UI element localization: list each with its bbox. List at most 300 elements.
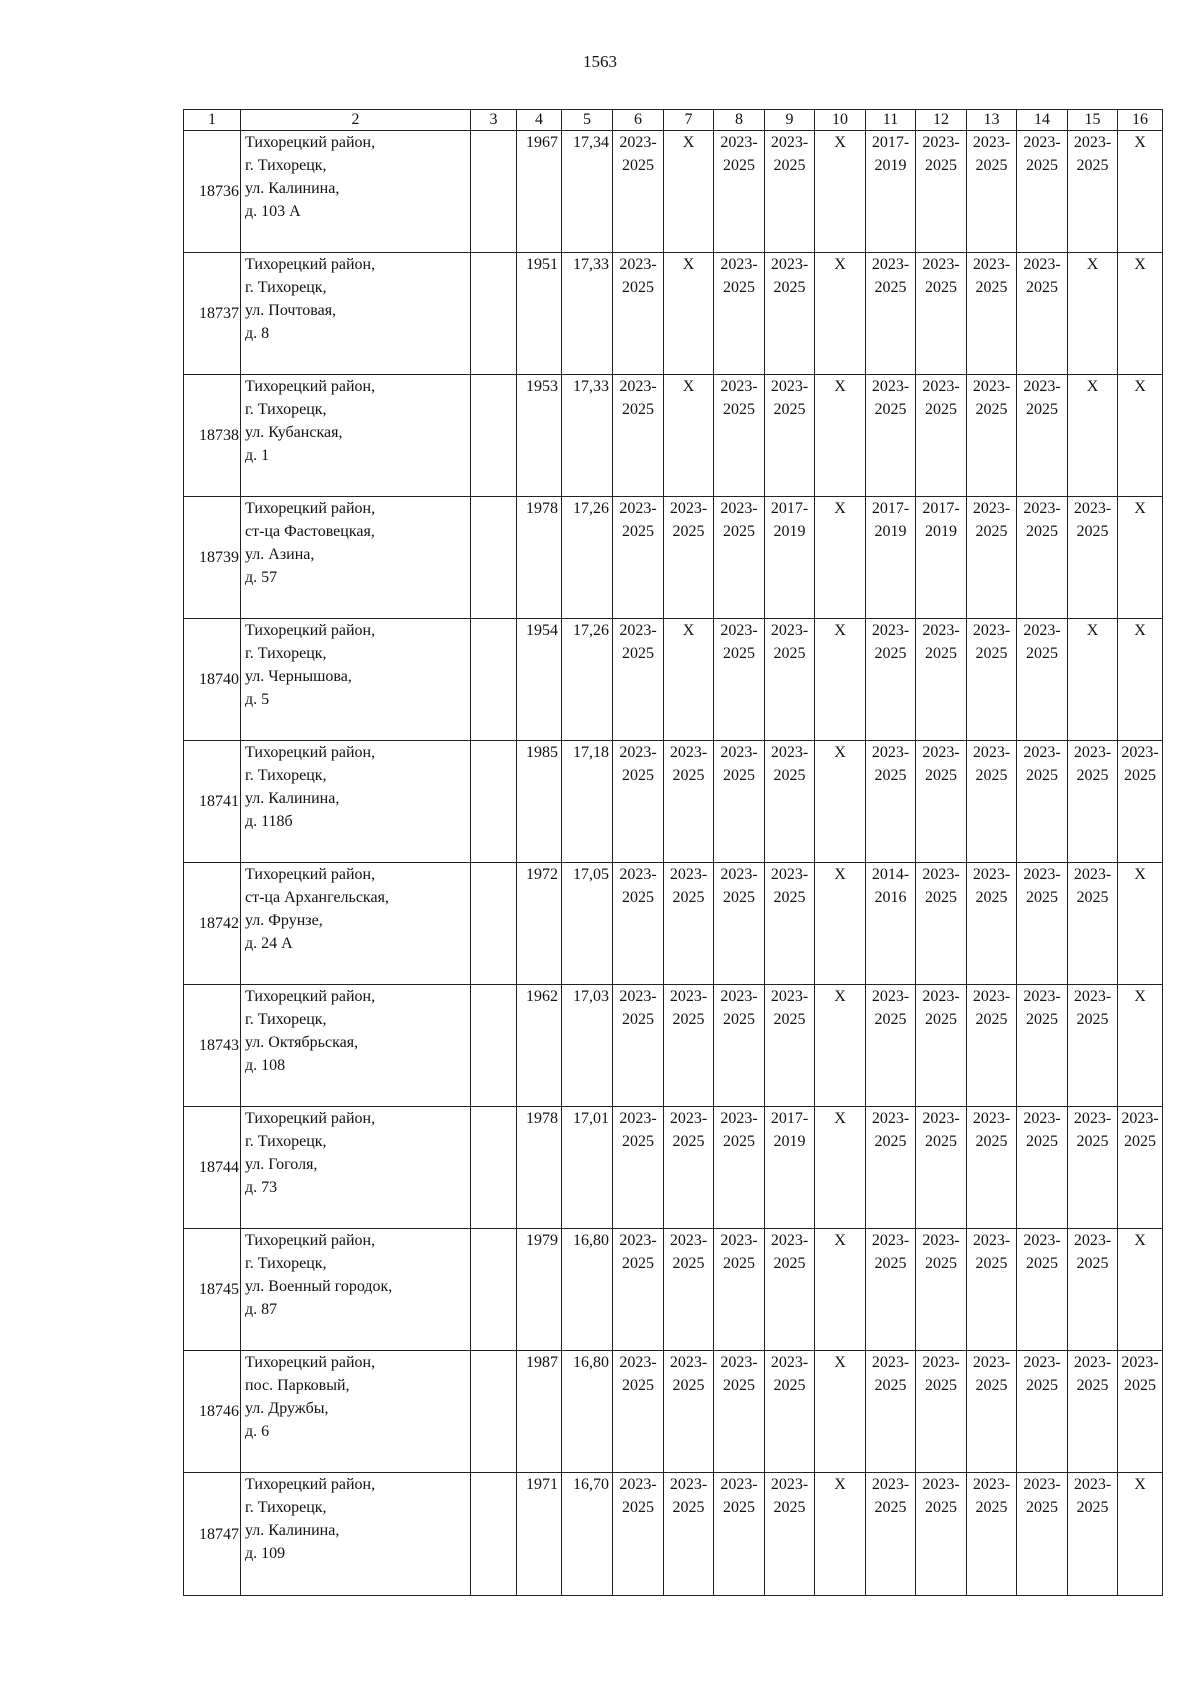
period-text: 2023- 2025 bbox=[1023, 256, 1061, 296]
address-line: ул. Почтовая, bbox=[245, 302, 337, 319]
column-header-3: 3 bbox=[471, 110, 517, 131]
table-row bbox=[184, 985, 1163, 1107]
period-cell-col-13 bbox=[967, 375, 1017, 497]
period-cell-col-8 bbox=[714, 741, 765, 863]
period-text: 2023- 2025 bbox=[669, 1110, 708, 1150]
period-cell-col-10 bbox=[815, 131, 866, 253]
period-cell-col-12 bbox=[916, 1107, 967, 1229]
period-text: 2023- 2025 bbox=[1023, 378, 1061, 418]
period-text: 2023- 2025 bbox=[1073, 1110, 1112, 1150]
period-text: 2023- 2025 bbox=[1121, 1354, 1159, 1394]
address-line: г. Тихорецк, bbox=[245, 401, 327, 418]
period-cell-col-6 bbox=[613, 1351, 664, 1473]
column-3-cell bbox=[471, 985, 517, 1107]
period-cell-col-11 bbox=[866, 1229, 916, 1351]
period-text: 2023- 2025 bbox=[619, 988, 657, 1028]
period-text: X bbox=[834, 500, 846, 517]
period-cell-col-15 bbox=[1068, 131, 1118, 253]
year-cell: 1978 bbox=[517, 497, 562, 619]
address-line: Тихорецкий район, bbox=[245, 1110, 376, 1127]
row-id-cell: 18742 bbox=[184, 863, 241, 985]
period-cell-col-11 bbox=[866, 1473, 916, 1596]
period-text: 2023- 2025 bbox=[922, 622, 960, 662]
table-row bbox=[184, 1351, 1163, 1473]
address-line: д. 103 А bbox=[245, 203, 301, 220]
period-text: 2023- 2025 bbox=[720, 622, 758, 662]
address-line: г. Тихорецк, bbox=[245, 645, 327, 662]
column-3-cell bbox=[471, 131, 517, 253]
period-cell-col-15 bbox=[1068, 375, 1118, 497]
period-text: 2023- 2025 bbox=[922, 134, 960, 174]
period-cell-col-6 bbox=[613, 741, 664, 863]
period-text: 2023- 2025 bbox=[770, 744, 809, 784]
period-text: X bbox=[1134, 1232, 1146, 1249]
period-text: 2023- 2025 bbox=[922, 256, 960, 296]
period-cell-col-12 bbox=[916, 1473, 967, 1596]
year-cell: 1954 bbox=[517, 619, 562, 741]
period-cell-col-14 bbox=[1017, 1107, 1068, 1229]
column-3-cell bbox=[471, 1351, 517, 1473]
column-header-1: 1 bbox=[184, 110, 241, 131]
period-cell-col-11 bbox=[866, 985, 916, 1107]
period-cell-col-12 bbox=[916, 1229, 967, 1351]
period-cell-col-8 bbox=[714, 619, 765, 741]
address-cell bbox=[241, 619, 471, 741]
period-text: 2023- 2025 bbox=[619, 622, 657, 662]
period-cell-col-11 bbox=[866, 619, 916, 741]
period-cell-col-12 bbox=[916, 863, 967, 985]
period-cell-col-8 bbox=[714, 863, 765, 985]
address-cell bbox=[241, 1351, 471, 1473]
period-text: 2023- 2025 bbox=[871, 1354, 910, 1394]
period-cell-col-6 bbox=[613, 863, 664, 985]
period-cell-col-7 bbox=[664, 1473, 714, 1596]
period-text: 2023- 2025 bbox=[922, 378, 960, 418]
column-header-13: 13 bbox=[967, 110, 1017, 131]
period-cell-col-8 bbox=[714, 1351, 765, 1473]
period-cell-col-11 bbox=[866, 497, 916, 619]
period-text: 2023- 2025 bbox=[770, 256, 809, 296]
address-line: д. 87 bbox=[245, 1301, 278, 1318]
address-line: Тихорецкий район, bbox=[245, 622, 376, 639]
address-line: ул. Азина, bbox=[245, 546, 315, 563]
period-text: 2023- 2025 bbox=[720, 1232, 758, 1272]
period-cell-col-6 bbox=[613, 253, 664, 375]
column-header-7: 7 bbox=[664, 110, 714, 131]
address-line: Тихорецкий район, bbox=[245, 744, 376, 761]
period-text: 2023- 2025 bbox=[871, 378, 910, 418]
table-row bbox=[184, 131, 1163, 253]
address-line: ул. Военный городок, bbox=[245, 1278, 393, 1295]
period-text: X bbox=[682, 378, 695, 395]
period-cell-col-12 bbox=[916, 375, 967, 497]
address-cell bbox=[241, 375, 471, 497]
period-text: 2023- 2025 bbox=[972, 500, 1011, 540]
period-text: 2023- 2025 bbox=[922, 1232, 960, 1272]
period-cell-col-9 bbox=[765, 619, 815, 741]
period-text: X bbox=[834, 256, 846, 273]
period-text: 2023- 2025 bbox=[922, 866, 960, 906]
period-cell-col-11 bbox=[866, 253, 916, 375]
period-cell-col-7 bbox=[664, 741, 714, 863]
period-cell-col-9 bbox=[765, 1351, 815, 1473]
period-text: 2023- 2025 bbox=[1023, 866, 1061, 906]
period-cell-col-11 bbox=[866, 1107, 916, 1229]
period-cell-col-10 bbox=[815, 985, 866, 1107]
period-text: 2023- 2025 bbox=[720, 866, 758, 906]
period-text: X bbox=[834, 744, 846, 761]
period-cell-col-15 bbox=[1068, 985, 1118, 1107]
row-id-cell: 18737 bbox=[184, 253, 241, 375]
period-text: X bbox=[1134, 256, 1146, 273]
period-text: 2023- 2025 bbox=[871, 744, 910, 784]
row-id-cell: 18738 bbox=[184, 375, 241, 497]
period-text: 2023- 2025 bbox=[770, 1476, 809, 1516]
value-cell: 16,70 bbox=[562, 1473, 613, 1596]
period-text: 2023- 2025 bbox=[720, 1110, 758, 1150]
period-text: 2023- 2025 bbox=[972, 744, 1011, 784]
period-text: X bbox=[1134, 1476, 1146, 1493]
period-text: 2023- 2025 bbox=[972, 256, 1011, 296]
address-cell bbox=[241, 863, 471, 985]
period-text: X bbox=[834, 134, 846, 151]
period-cell-col-16 bbox=[1118, 1351, 1163, 1473]
column-3-cell bbox=[471, 253, 517, 375]
period-cell-col-11 bbox=[866, 375, 916, 497]
column-header-14: 14 bbox=[1017, 110, 1068, 131]
period-text: 2023- 2025 bbox=[1073, 988, 1112, 1028]
address-line: Тихорецкий район, bbox=[245, 500, 376, 517]
period-cell-col-10 bbox=[815, 741, 866, 863]
period-cell-col-16 bbox=[1118, 253, 1163, 375]
period-text: 2023- 2025 bbox=[871, 1476, 910, 1516]
period-cell-col-13 bbox=[967, 985, 1017, 1107]
period-text: 2023- 2025 bbox=[972, 134, 1011, 174]
period-cell-col-15 bbox=[1068, 741, 1118, 863]
period-text: 2023- 2025 bbox=[922, 988, 960, 1028]
period-text: 2023- 2025 bbox=[1023, 1232, 1061, 1272]
address-line: д. 24 А bbox=[245, 935, 293, 952]
period-text: 2023- 2025 bbox=[972, 1476, 1011, 1516]
period-text: 2023- 2025 bbox=[972, 866, 1011, 906]
address-line: Тихорецкий район, bbox=[245, 134, 376, 151]
period-cell-col-15 bbox=[1068, 497, 1118, 619]
year-cell: 1978 bbox=[517, 1107, 562, 1229]
period-text: X bbox=[834, 378, 846, 395]
table-row bbox=[184, 1473, 1163, 1596]
period-text: 2023- 2025 bbox=[1121, 1110, 1159, 1150]
address-line: д. 6 bbox=[245, 1423, 270, 1440]
period-cell-col-6 bbox=[613, 985, 664, 1107]
period-text: 2023- 2025 bbox=[720, 378, 758, 418]
period-cell-col-9 bbox=[765, 1229, 815, 1351]
address-cell bbox=[241, 985, 471, 1107]
period-text: 2023- 2025 bbox=[720, 744, 758, 784]
value-cell: 17,18 bbox=[562, 741, 613, 863]
period-cell-col-15 bbox=[1068, 1351, 1118, 1473]
row-id-cell: 18736 bbox=[184, 131, 241, 253]
table-row bbox=[184, 741, 1163, 863]
period-cell-col-6 bbox=[613, 619, 664, 741]
period-cell-col-14 bbox=[1017, 1229, 1068, 1351]
period-text: 2023- 2025 bbox=[972, 1110, 1011, 1150]
period-text: 2023- 2025 bbox=[770, 1232, 809, 1272]
column-header-11: 11 bbox=[866, 110, 916, 131]
period-cell-col-7 bbox=[664, 131, 714, 253]
address-line: д. 109 bbox=[245, 1545, 286, 1562]
period-cell-col-9 bbox=[765, 497, 815, 619]
address-line: г. Тихорецк, bbox=[245, 1499, 327, 1516]
address-line: д. 108 bbox=[245, 1057, 286, 1074]
period-cell-col-9 bbox=[765, 253, 815, 375]
period-text: X bbox=[1134, 378, 1146, 395]
period-cell-col-16 bbox=[1118, 1229, 1163, 1351]
period-cell-col-8 bbox=[714, 1473, 765, 1596]
period-cell-col-14 bbox=[1017, 131, 1068, 253]
period-text: 2023- 2025 bbox=[770, 866, 809, 906]
period-cell-col-9 bbox=[765, 131, 815, 253]
period-cell-col-9 bbox=[765, 1107, 815, 1229]
column-header-8: 8 bbox=[714, 110, 765, 131]
period-cell-col-9 bbox=[765, 741, 815, 863]
period-cell-col-8 bbox=[714, 497, 765, 619]
value-cell: 17,05 bbox=[562, 863, 613, 985]
year-cell: 1967 bbox=[517, 131, 562, 253]
period-text: 2023- 2025 bbox=[770, 1354, 809, 1394]
period-cell-col-7 bbox=[664, 253, 714, 375]
address-cell bbox=[241, 253, 471, 375]
column-3-cell bbox=[471, 619, 517, 741]
period-text: 2023- 2025 bbox=[720, 500, 758, 540]
address-cell bbox=[241, 1107, 471, 1229]
period-cell-col-16 bbox=[1118, 985, 1163, 1107]
value-cell: 17,33 bbox=[562, 375, 613, 497]
period-cell-col-16 bbox=[1118, 131, 1163, 253]
period-cell-col-7 bbox=[664, 375, 714, 497]
address-line: д. 1 bbox=[245, 447, 270, 464]
period-text: 2014- 2016 bbox=[871, 866, 910, 906]
period-text: 2023- 2025 bbox=[669, 866, 708, 906]
period-text: 2023- 2025 bbox=[619, 1476, 657, 1516]
period-text: 2023- 2025 bbox=[619, 744, 657, 784]
period-text: X bbox=[834, 988, 846, 1005]
period-cell-col-7 bbox=[664, 1351, 714, 1473]
period-text: 2023- 2025 bbox=[1073, 1476, 1112, 1516]
page-number: 1563 bbox=[583, 52, 617, 71]
period-text: 2023- 2025 bbox=[1121, 744, 1159, 784]
period-cell-col-15 bbox=[1068, 863, 1118, 985]
column-3-cell bbox=[471, 1229, 517, 1351]
address-line: Тихорецкий район, bbox=[245, 1476, 376, 1493]
table-row bbox=[184, 497, 1163, 619]
period-text: 2023- 2025 bbox=[619, 866, 657, 906]
period-text: X bbox=[1086, 256, 1099, 273]
period-text: 2023- 2025 bbox=[1023, 1354, 1061, 1394]
year-cell: 1985 bbox=[517, 741, 562, 863]
period-cell-col-10 bbox=[815, 863, 866, 985]
period-cell-col-16 bbox=[1118, 1473, 1163, 1596]
period-text: 2023- 2025 bbox=[669, 1476, 708, 1516]
period-cell-col-7 bbox=[664, 1107, 714, 1229]
year-cell: 1962 bbox=[517, 985, 562, 1107]
period-text: 2023- 2025 bbox=[669, 1354, 708, 1394]
year-cell: 1971 bbox=[517, 1473, 562, 1596]
period-cell-col-10 bbox=[815, 1107, 866, 1229]
period-text: 2023- 2025 bbox=[922, 1110, 960, 1150]
address-line: Тихорецкий район, bbox=[245, 256, 376, 273]
period-text: 2017- 2019 bbox=[770, 500, 809, 540]
period-cell-col-6 bbox=[613, 497, 664, 619]
period-cell-col-10 bbox=[815, 253, 866, 375]
row-id-cell: 18741 bbox=[184, 741, 241, 863]
period-text: 2017- 2019 bbox=[770, 1110, 809, 1150]
column-3-cell bbox=[471, 1473, 517, 1596]
period-cell-col-9 bbox=[765, 1473, 815, 1596]
address-line: г. Тихорецк, bbox=[245, 1133, 327, 1150]
address-cell bbox=[241, 497, 471, 619]
period-cell-col-14 bbox=[1017, 863, 1068, 985]
period-text: 2023- 2025 bbox=[720, 1476, 758, 1516]
value-cell: 17,26 bbox=[562, 619, 613, 741]
period-cell-col-7 bbox=[664, 1229, 714, 1351]
period-text: X bbox=[682, 622, 695, 639]
period-cell-col-14 bbox=[1017, 741, 1068, 863]
period-text: 2023- 2025 bbox=[619, 1110, 657, 1150]
address-line: Тихорецкий район, bbox=[245, 866, 376, 883]
period-text: 2017- 2019 bbox=[871, 134, 910, 174]
period-cell-col-16 bbox=[1118, 619, 1163, 741]
period-cell-col-6 bbox=[613, 1229, 664, 1351]
period-cell-col-6 bbox=[613, 1473, 664, 1596]
period-cell-col-11 bbox=[866, 1351, 916, 1473]
period-text: X bbox=[682, 134, 695, 151]
address-line: г. Тихорецк, bbox=[245, 279, 327, 296]
period-text: 2023- 2025 bbox=[871, 1232, 910, 1272]
period-cell-col-9 bbox=[765, 863, 815, 985]
period-cell-col-8 bbox=[714, 985, 765, 1107]
period-text: 2023- 2025 bbox=[1023, 622, 1061, 662]
period-text: X bbox=[834, 1232, 846, 1249]
value-cell: 16,80 bbox=[562, 1351, 613, 1473]
period-cell-col-10 bbox=[815, 1351, 866, 1473]
address-line: пос. Парковый, bbox=[245, 1377, 350, 1394]
address-cell bbox=[241, 741, 471, 863]
period-text: 2017- 2019 bbox=[922, 500, 960, 540]
address-line: ул. Калинина, bbox=[245, 1522, 340, 1539]
period-cell-col-14 bbox=[1017, 1351, 1068, 1473]
year-cell: 1951 bbox=[517, 253, 562, 375]
address-line: ул. Калинина, bbox=[245, 180, 340, 197]
row-id-cell: 18743 bbox=[184, 985, 241, 1107]
period-cell-col-12 bbox=[916, 131, 967, 253]
period-text: 2023- 2025 bbox=[1073, 744, 1112, 784]
address-line: ул. Калинина, bbox=[245, 790, 340, 807]
address-line: г. Тихорецк, bbox=[245, 767, 327, 784]
period-text: 2023- 2025 bbox=[720, 988, 758, 1028]
address-line: г. Тихорецк, bbox=[245, 1255, 327, 1272]
period-text: 2023- 2025 bbox=[669, 1232, 708, 1272]
address-line: д. 73 bbox=[245, 1179, 278, 1196]
period-cell-col-15 bbox=[1068, 1473, 1118, 1596]
column-header-6: 6 bbox=[613, 110, 664, 131]
period-text: X bbox=[682, 256, 695, 273]
period-text: 2023- 2025 bbox=[1023, 1476, 1061, 1516]
period-cell-col-14 bbox=[1017, 253, 1068, 375]
table-row bbox=[184, 253, 1163, 375]
period-cell-col-10 bbox=[815, 1229, 866, 1351]
column-header-16: 16 bbox=[1118, 110, 1163, 131]
period-cell-col-13 bbox=[967, 1107, 1017, 1229]
period-text: 2023- 2025 bbox=[1023, 988, 1061, 1028]
period-cell-col-8 bbox=[714, 1229, 765, 1351]
period-cell-col-11 bbox=[866, 131, 916, 253]
period-cell-col-7 bbox=[664, 619, 714, 741]
period-text: 2023- 2025 bbox=[770, 134, 809, 174]
period-text: X bbox=[834, 1110, 846, 1127]
period-cell-col-13 bbox=[967, 131, 1017, 253]
period-text: 2023- 2025 bbox=[972, 378, 1011, 418]
column-header-2: 2 bbox=[241, 110, 471, 131]
value-cell: 17,26 bbox=[562, 497, 613, 619]
address-line: ул. Октябрьская, bbox=[245, 1034, 359, 1051]
period-text: 2023- 2025 bbox=[922, 1476, 960, 1516]
period-text: 2023- 2025 bbox=[619, 1354, 657, 1394]
period-text: 2023- 2025 bbox=[972, 622, 1011, 662]
period-text: 2017- 2019 bbox=[871, 500, 910, 540]
period-cell-col-10 bbox=[815, 497, 866, 619]
address-line: ул. Гоголя, bbox=[245, 1156, 318, 1173]
address-line: д. 8 bbox=[245, 325, 270, 342]
year-cell: 1972 bbox=[517, 863, 562, 985]
column-header-9: 9 bbox=[765, 110, 815, 131]
address-line: ул. Дружбы, bbox=[245, 1400, 329, 1417]
value-cell: 17,34 bbox=[562, 131, 613, 253]
period-text: X bbox=[1134, 866, 1146, 883]
period-text: X bbox=[834, 622, 846, 639]
period-cell-col-13 bbox=[967, 863, 1017, 985]
column-3-cell bbox=[471, 497, 517, 619]
address-cell bbox=[241, 1229, 471, 1351]
period-text: 2023- 2025 bbox=[619, 500, 657, 540]
period-cell-col-12 bbox=[916, 985, 967, 1107]
address-line: д. 118б bbox=[245, 813, 293, 830]
period-cell-col-14 bbox=[1017, 619, 1068, 741]
period-text: 2023- 2025 bbox=[770, 378, 809, 418]
period-cell-col-6 bbox=[613, 1107, 664, 1229]
period-cell-col-15 bbox=[1068, 253, 1118, 375]
period-text: 2023- 2025 bbox=[669, 500, 708, 540]
period-cell-col-8 bbox=[714, 131, 765, 253]
table-row bbox=[184, 863, 1163, 985]
period-text: 2023- 2025 bbox=[1073, 134, 1112, 174]
period-cell-col-14 bbox=[1017, 985, 1068, 1107]
column-3-cell bbox=[471, 863, 517, 985]
column-header-4: 4 bbox=[517, 110, 562, 131]
period-text: X bbox=[1134, 134, 1146, 151]
period-text: 2023- 2025 bbox=[972, 1232, 1011, 1272]
address-line: Тихорецкий район, bbox=[245, 378, 376, 395]
address-line: ул. Кубанская, bbox=[245, 424, 343, 441]
period-text: 2023- 2025 bbox=[619, 134, 657, 174]
value-cell: 16,80 bbox=[562, 1229, 613, 1351]
address-line: Тихорецкий район, bbox=[245, 1354, 376, 1371]
period-cell-col-8 bbox=[714, 1107, 765, 1229]
column-number-row bbox=[184, 110, 1163, 131]
period-cell-col-12 bbox=[916, 619, 967, 741]
period-text: 2023- 2025 bbox=[1023, 134, 1061, 174]
period-text: 2023- 2025 bbox=[669, 744, 708, 784]
period-text: 2023- 2025 bbox=[619, 378, 657, 418]
